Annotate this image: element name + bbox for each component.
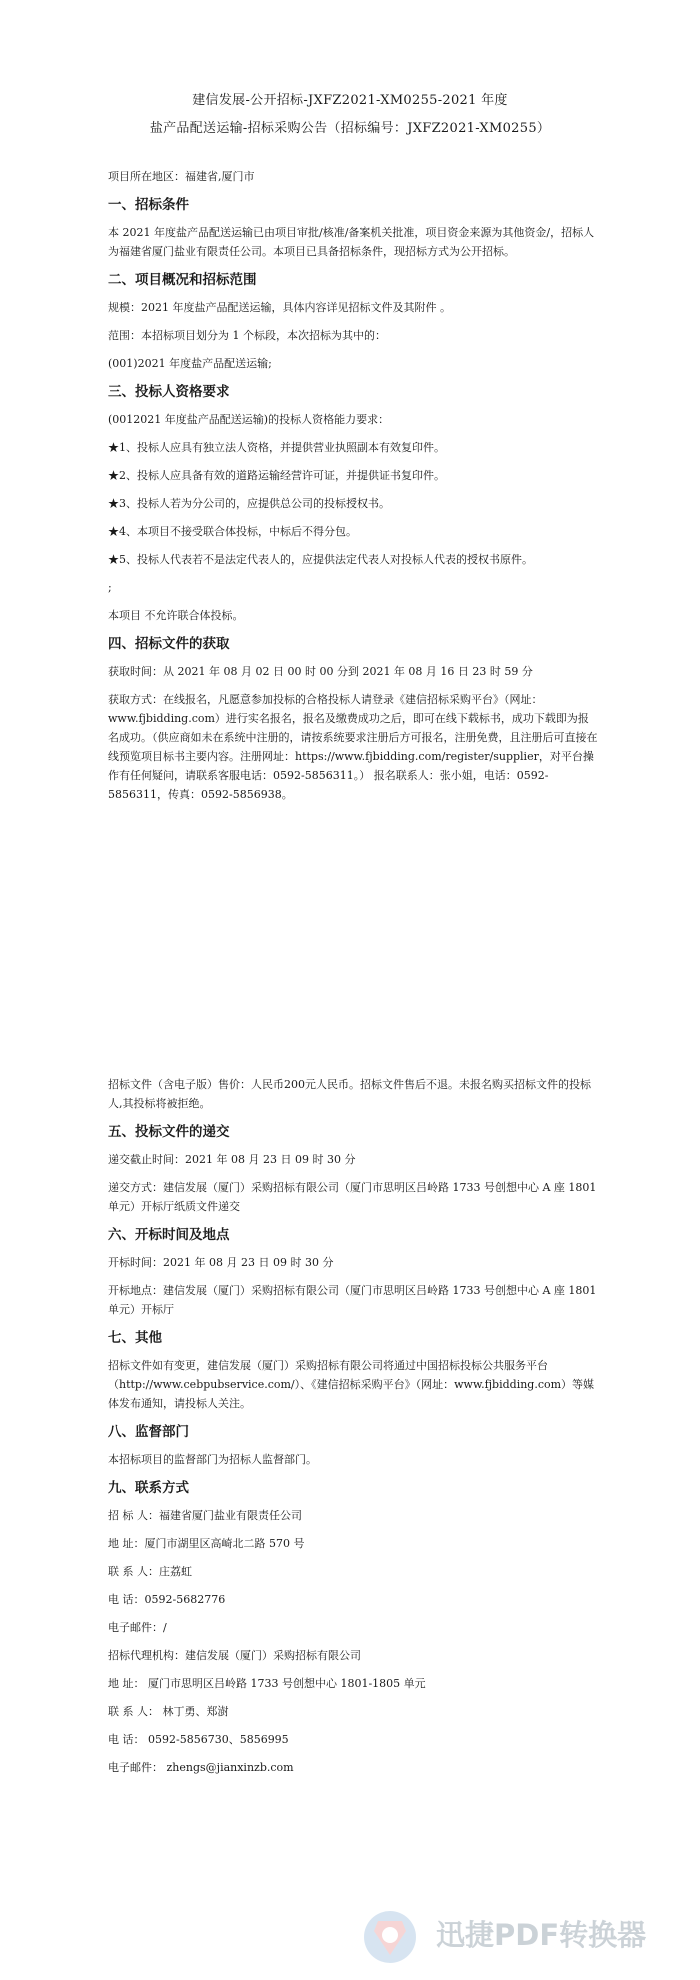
paragraph: 本 2021 年度盐产品配送运输已由项目审批/核准/备案机关批准，项目资金来源为其他资金/，招标人为福建省厦门盐业有限责任公司。本项目已具备招标条件，现招标方式为公开招标。 [108,226,595,258]
announcement-body-part-2 [108,1075,598,1786]
paragraph: ; [108,581,112,594]
paragraph: ★3、投标人若为分公司的，应提供总公司的投标授权书。 [108,497,390,510]
paragraph: (001)2021 年度盐产品配送运输; [108,357,272,370]
section-heading: 三、投标人资格要求 [108,384,230,400]
section-heading: 二、项目概况和招标范围 [108,272,257,288]
paragraph: 电 话： 0592-5856730、5856995 [108,1733,289,1746]
section-heading: 五、投标文件的递交 [108,1124,230,1140]
paragraph: 招标代理机构：建信发展（厦门）采购招标有限公司 [108,1649,361,1662]
document-title-line-1: 建信发展-公开招标-JXFZ2021-XM0255-2021 年度 [192,93,508,108]
paragraph: 获取时间：从 2021 年 08 月 02 日 00 时 00 分到 2021 年 08 月 16 日 23 时 59 分 [108,665,533,678]
section-heading: 七、其他 [108,1330,162,1346]
paragraph: 递交方式：建信发展（厦门）采购招标有限公司（厦门市思明区吕岭路 1733 号创想中心 A 座 1801 单元）开标厅纸质文件递交 [108,1181,597,1213]
paragraph: 范围：本招标项目划分为 1 个标段，本次招标为其中的： [108,329,386,342]
announcement-body-part-1 [108,167,598,813]
watermark [360,1907,690,1967]
section-heading: 六、开标时间及地点 [108,1227,230,1243]
paragraph: ★1、投标人应具有独立法人资格，并提供营业执照副本有效复印件。 [108,441,445,454]
paragraph: 联 系 人： 林丁勇、郑澍 [108,1705,229,1718]
paragraph: 获取方式：在线报名，凡愿意参加投标的合格投标人请登录《建信招标采购平台》（网址：www.fjbidding.com）进行实名报名，报名及缴费成功之后，即可在线下载标书，成功下载即为报名成功。（供应商如未在系统中注册的，请按系统要求注册后方可报名，注册免费，且注册后可直接在线预览项目标书主要内容。注册网址：https://www.fjbidding.com/register/supplier，对平台操作有任何疑问，请联系客服电话：0592-5856311。） 报名联系人：张小姐，电话：0592-5856311，传真：0592-5856938。 [108,693,598,801]
watermark-text: 迅捷PDF转换器 [436,1918,647,1952]
section-heading: 四、招标文件的获取 [108,636,230,652]
paragraph: ★2、投标人应具备有效的道路运输经营许可证，并提供证书复印件。 [108,469,445,482]
section-heading: 八、监督部门 [108,1424,189,1440]
paragraph: 招标文件如有变更，建信发展（厦门）采购招标有限公司将通过中国招标投标公共服务平台（http://www.cebpubservice.com/）、《建信招标采购平台》（网址：www.fjbidding.com）等媒体发布通知，请投标人关注。 [108,1359,595,1410]
paragraph: 地 址： 厦门市思明区吕岭路 1733 号创想中心 1801-1805 单元 [108,1677,426,1690]
paragraph: 规模：2021 年度盐产品配送运输，具体内容详见招标文件及其附件 。 [108,301,451,314]
document-title-line-2: 盐产品配送运输-招标采购公告（招标编号：JXFZ2021-XM0255） [149,121,551,136]
paragraph: 联 系 人：庄荔虹 [108,1565,192,1578]
paragraph: 开标地点：建信发展（厦门）采购招标有限公司（厦门市思明区吕岭路 1733 号创想中心 A 座 1801 单元）开标厅 [108,1284,597,1316]
paragraph: 开标时间：2021 年 08 月 23 日 09 时 30 分 [108,1256,334,1269]
paragraph: ★4、本项目不接受联合体投标，中标后不得分包。 [108,525,357,538]
paragraph: 电子邮件：/ [108,1621,167,1634]
paragraph: 本项目 不允许联合体投标。 [108,609,244,622]
paragraph: ★5、投标人代表若不是法定代表人的，应提供法定代表人对投标人代表的授权书原件。 [108,553,533,566]
paragraph: 递交截止时间：2021 年 08 月 23 日 09 时 30 分 [108,1153,356,1166]
paragraph: 电子邮件： zhengs@jianxinzb.com [108,1761,294,1774]
paragraph: 本招标项目的监督部门为招标人监督部门。 [108,1453,317,1466]
paragraph: 招 标 人：福建省厦门盐业有限责任公司 [108,1509,302,1522]
paragraph: 地 址：厦门市湖里区高崎北二路 570 号 [108,1537,305,1550]
paragraph: 招标文件（含电子版）售价：人民币200元人民币。招标文件售后不退。未报名购买招标文件的投标人,其投标将被拒绝。 [108,1078,591,1110]
section-heading: 九、联系方式 [108,1480,189,1496]
paragraph: (0012021 年度盐产品配送运输)的投标人资格能力要求： [108,413,390,426]
section-heading: 一、招标条件 [108,197,189,213]
paragraph: 电 话：0592-5682776 [108,1593,226,1606]
pdf-converter-logo-icon [360,1907,420,1967]
paragraph: 项目所在地区：福建省,厦门市 [108,170,255,183]
